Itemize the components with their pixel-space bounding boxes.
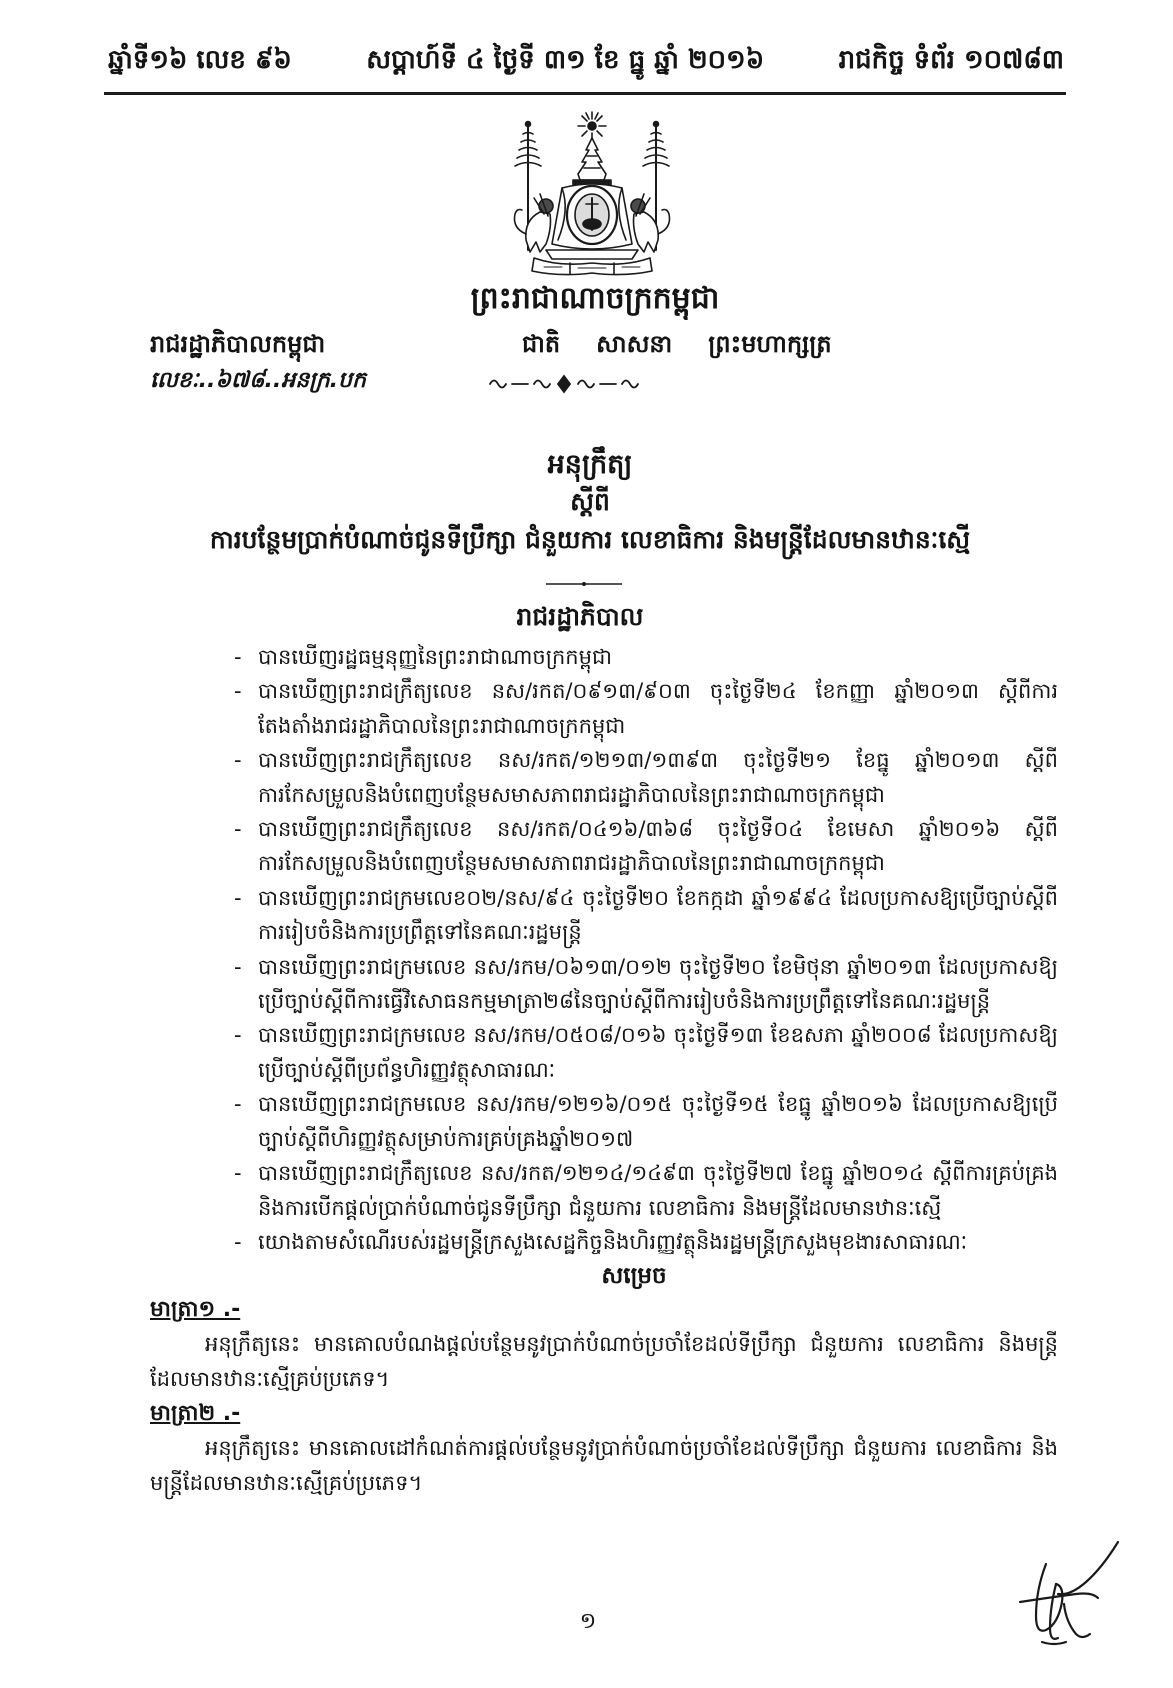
dash-bullet: - xyxy=(234,1023,242,1048)
decree-type: អនុក្រឹត្យ xyxy=(547,449,633,480)
preamble-item xyxy=(232,1225,1058,1259)
dash-bullet: - xyxy=(234,885,242,910)
gazette-header xyxy=(108,40,1064,80)
article-1-label: មាត្រា១ .- xyxy=(150,1297,241,1323)
decree-title-block xyxy=(110,446,1070,560)
dash-bullet: - xyxy=(234,817,242,842)
issuing-authority: រាជរដ្ឋាភិបាលកម្ពុជា xyxy=(150,330,326,358)
dash-bullet: - xyxy=(234,748,242,773)
title-divider xyxy=(546,580,622,588)
page-number: ១ xyxy=(579,1609,597,1634)
article-2-text: អនុក្រឹត្យនេះ មានគោលដៅកំណត់ការផ្តល់បន្ថែមនូវប្រាក់បំណាច់ប្រចាំខែដល់ទីប្រឹក្សា ជំនួយការ លេខាធិការ និងមន្ត្រីដែលមានឋានៈស្មើគ្រប់ប្រភេទ។ xyxy=(150,1436,1058,1496)
preamble-text: បានឃើញព្រះរាជក្រឹត្យលេខ នស/រកត/១២១៤/១៤៩៣ ចុះថ្ងៃទី២៧ ខែធ្នូ ឆ្នាំ២០១៤ ស្តីពីការគ្រប់គ្រងនិងការបើកផ្តល់ប្រាក់បំណាច់ជូនទីប្រឹក្សា ជំនួយការ លេខាធិការ និងមន្ត្រីដែលមានឋានៈស្មើ xyxy=(258,1161,1058,1220)
national-motto xyxy=(522,326,942,362)
preamble-item xyxy=(232,812,1058,881)
dash-bullet: - xyxy=(234,679,242,704)
preamble-item xyxy=(232,1087,1058,1156)
article-1-text: អនុក្រឹត្យនេះ មានគោលបំណងផ្តល់បន្ថែមនូវប្រាក់បំណាច់ប្រចាំខែដល់ទីប្រឹក្សា ជំនួយការ លេខាធិការ និងមន្ត្រីដែលមានឋានៈស្មើគ្រប់ប្រភេទ។ xyxy=(150,1332,1058,1392)
preamble-item xyxy=(232,1156,1058,1225)
crown-icon xyxy=(578,138,606,180)
dash-bullet: - xyxy=(234,954,242,979)
motto-king: ព្រះមហាក្សត្រ xyxy=(708,330,832,358)
preamble-text: បានឃើញរដ្ឋធម្មនុញ្ញនៃព្រះរាជាណាចក្រកម្ពុជា xyxy=(258,645,612,669)
preamble-text: បានឃើញព្រះរាជក្រឹត្យលេខ នស/រកត/០៩១៣/៩០៣ ចុះថ្ងៃទី២៤ ខែកញ្ញា ឆ្នាំ២០១៣ ស្តីពីការតែងតាំងរាជរដ្ឋាភិបាលនៃព្រះរាជាណាចក្រកម្ពុជា xyxy=(258,679,1058,738)
gazette-page-ref: រាជកិច្ច ទំព័រ ១០៧៨៣ xyxy=(838,45,1064,75)
radiant-star-icon xyxy=(578,112,606,138)
preamble-item xyxy=(232,743,1058,812)
motto-nation: ជាតិ xyxy=(522,330,561,358)
emblem-ribbon xyxy=(532,258,652,275)
ornament-divider-icon xyxy=(484,373,644,395)
gazette-volume: ឆ្នាំទី១៦ លេខ ៩៦ xyxy=(108,45,292,75)
dash-bullet: - xyxy=(234,1229,242,1254)
handwritten-signature xyxy=(1006,1538,1122,1650)
preamble-item xyxy=(232,950,1058,1019)
coat-of-arms-emblem xyxy=(500,110,684,278)
preamble-text: បានឃើញព្រះរាជក្រមលេខ នស/រកម/០៥០៨/០១៦ ចុះថ្ងៃទី១៣ ខែឧសភា ឆ្នាំ២០០៨ ដែលប្រកាសឱ្យប្រើច្បាប់ស្តីពីប្រព័ន្ធហិរញ្ញវត្ថុសាធារណៈ xyxy=(258,1023,1058,1082)
right-lion-icon xyxy=(631,194,670,252)
preamble-item xyxy=(232,1018,1058,1087)
dash-bullet: - xyxy=(234,1092,242,1117)
article-2-label: មាត្រា២ .- xyxy=(150,1401,241,1427)
left-lion-icon xyxy=(514,194,553,252)
preamble-heading: រាជរដ្ឋាភិបាល xyxy=(516,602,644,631)
dash-bullet: - xyxy=(234,645,242,669)
motto-religion: សាសនា xyxy=(596,330,673,358)
preamble-text: បានឃើញព្រះរាជក្រឹត្យលេខ នស/រកត/០៤១៦/៣៦៨ ចុះថ្ងៃទី០៤ ខែមេសា ឆ្នាំ២០១៦ ស្តីពីការកែសម្រួលនិងបំពេញបន្ថែមសមាសភាពរាជរដ្ឋាភិបាលនៃព្រះរាជាណាចក្រកម្ពុជា xyxy=(258,817,1058,876)
gazette-week-date: សប្តាហ៍ទី ៤ ថ្ងៃទី ៣១ ខែ ធ្នូ ឆ្នាំ ២០១៦ xyxy=(366,45,765,75)
preamble-text: បានឃើញព្រះរាជក្រមលេខ០២/នស/៩៤ ចុះថ្ងៃទី២០ ខែកក្កដា ឆ្នាំ១៩៩៤ ដែលប្រកាសឱ្យប្រើច្បាប់ស្តីពីការរៀបចំនិងការប្រព្រឹត្តទៅនៃគណៈរដ្ឋមន្ត្រី xyxy=(258,885,1058,945)
kingdom-title: ព្រះរាជាណាចក្រកម្ពុជា xyxy=(470,281,720,316)
preamble-list xyxy=(232,640,1058,1259)
dash-bullet: - xyxy=(234,1161,242,1186)
reference-number: លេខៈ..៦៧៨..អនក្រ.បក xyxy=(150,368,366,393)
preamble-item xyxy=(232,640,1058,674)
decree-subject: ការបន្ថែមប្រាក់បំណាច់ជូនទីប្រឹក្សា ជំនួយការ លេខាធិការ និងមន្ត្រីដែលមានឋានៈស្មើ xyxy=(209,525,971,554)
preamble-item xyxy=(232,674,1058,743)
preamble-text: បានឃើញព្រះរាជក្រមលេខ នស/រកម/១២១៦/០១៥ ចុះថ្ងៃទី១៥ ខែធ្នូ ឆ្នាំ២០១៦ ដែលប្រកាសឱ្យប្រើច្បាប់ស្តីពីហិរញ្ញវត្ថុសម្រាប់ការគ្រប់គ្រងឆ្នាំ២០១៧ xyxy=(258,1092,1058,1151)
header-rule xyxy=(104,92,1066,95)
preamble-text: បានឃើញព្រះរាជក្រមលេខ នស/រកម/០៦១៣/០១២ ចុះថ្ងៃទី២០ ខែមិថុនា ឆ្នាំ២០១៣ ដែលប្រកាសឱ្យប្រើច្បាប់ស្តីពីការធ្វើវិសោធនកម្មមាត្រា២៨នៃច្បាប់ស្តីពីការរៀបចំនិងការប្រព្រឹត្តទៅនៃគណៈរដ្ឋមន្ត្រី xyxy=(258,954,1058,1014)
decision-heading: សម្រេច xyxy=(601,1263,667,1290)
preamble-text: បានឃើញព្រះរាជក្រឹត្យលេខ នស/រកត/១២១៣/១៣៩៣ ចុះថ្ងៃទី២១ ខែធ្នូ ឆ្នាំ២០១៣ ស្តីពីការកែសម្រួលនិងបំពេញបន្ថែមសមាសភាពរាជរដ្ឋាភិបាលនៃព្រះរាជាណាចក្រកម្ពុជា xyxy=(258,748,1058,807)
decree-about: ស្តីពី xyxy=(570,487,610,516)
decree-body xyxy=(150,640,1058,1580)
preamble-text: យោងតាមសំណើរបស់រដ្ឋមន្ត្រីក្រសួងសេដ្ឋកិច្ចនិងហិរញ្ញវត្ថុនិងរដ្ឋមន្ត្រីក្រសួងមុខងារសាធារណៈ xyxy=(258,1229,968,1254)
preamble-item xyxy=(232,881,1058,950)
